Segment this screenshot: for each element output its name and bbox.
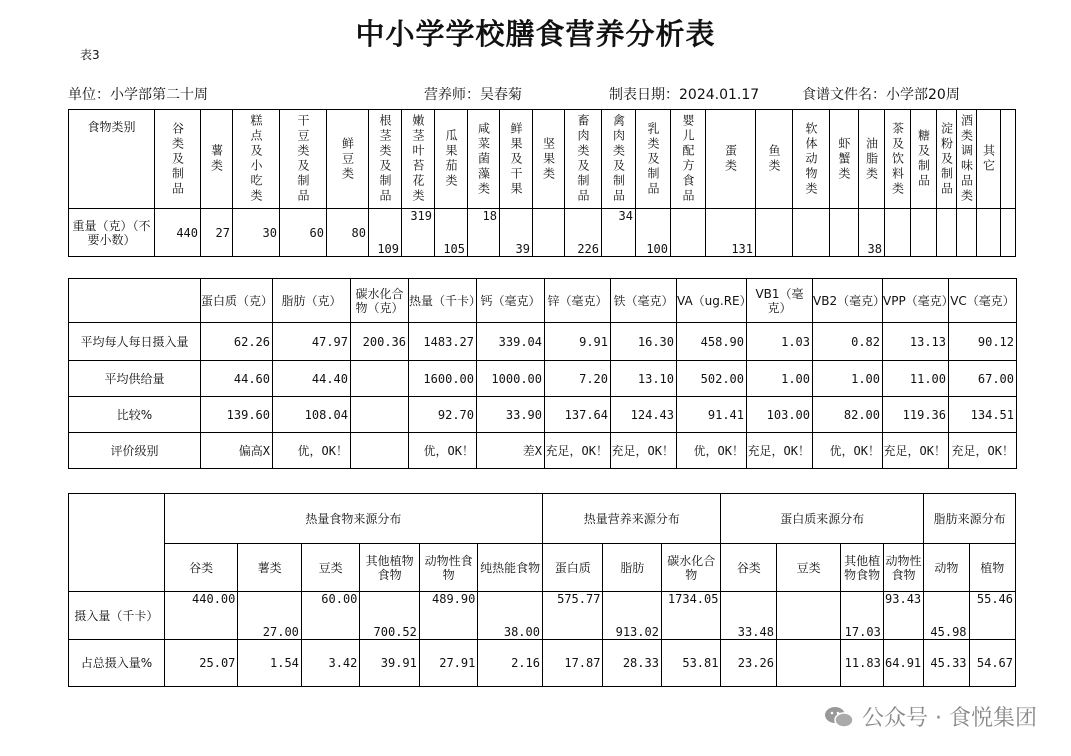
nutrient-value: 充足，OK！ <box>949 433 1017 469</box>
intake-value: 489.90 <box>419 592 477 640</box>
nutrient-value: 108.04 <box>273 397 351 433</box>
nutrient-row <box>69 433 1017 469</box>
intake-value: 913.02 <box>603 592 661 640</box>
nutrient-value <box>351 361 409 397</box>
empty-cell <box>1001 110 1016 209</box>
weight-value <box>957 209 977 257</box>
page-title: 中小学学校膳食营养分析表 <box>355 17 716 51</box>
food-category-cell <box>885 110 911 209</box>
weight-value <box>756 209 793 257</box>
source-group-header: 脂肪来源分布 <box>924 494 1016 544</box>
unit-label: 单位：小学部第二十周 <box>68 87 208 103</box>
source-sub-header: 植物 <box>969 544 1015 592</box>
food-category-label: 油脂类 <box>864 136 879 182</box>
food-category-cell <box>977 110 1001 209</box>
intake-row-label: 摄入量（千卡） <box>69 592 165 640</box>
nutrient-row-label: 评价级别 <box>69 433 201 469</box>
intake-value: 700.52 <box>360 592 419 640</box>
percent-value: 11.83 <box>841 640 883 687</box>
food-category-cell <box>756 110 793 209</box>
weight-value: 30 <box>233 209 280 257</box>
weight-value: 38 <box>859 209 885 257</box>
nutrient-header: 碳水化合物（克） <box>351 279 409 323</box>
weight-value: 440 <box>155 209 201 257</box>
percent-value: 3.42 <box>301 640 359 687</box>
nutrient-value: 11.00 <box>883 361 949 397</box>
nutrient-value: 充足，OK！ <box>611 433 677 469</box>
nutrient-value: 9.91 <box>545 323 611 361</box>
percent-value: 54.67 <box>969 640 1015 687</box>
source-sub-header: 动物性食物 <box>419 544 477 592</box>
source-sub-header: 其他植物食物 <box>360 544 419 592</box>
nutrient-value: 119.36 <box>883 397 949 433</box>
nutrient-value: 差X <box>477 433 545 469</box>
nutrient-value: 1.03 <box>747 323 813 361</box>
percent-value: 17.87 <box>542 640 603 687</box>
nutrient-header: 铁（毫克） <box>611 279 677 323</box>
percent-value: 23.26 <box>721 640 776 687</box>
percent-value: 45.33 <box>924 640 969 687</box>
weight-value: 105 <box>435 209 468 257</box>
weight-value: 109 <box>369 209 402 257</box>
nutrient-value <box>351 397 409 433</box>
percent-value: 27.91 <box>419 640 477 687</box>
food-category-label: 咸菜菌藻类 <box>476 121 491 197</box>
weight-value <box>533 209 565 257</box>
nutrient-value: 1600.00 <box>409 361 477 397</box>
percent-value: 64.91 <box>883 640 923 687</box>
nutrient-value: 1483.27 <box>409 323 477 361</box>
nutrient-value: 1000.00 <box>477 361 545 397</box>
weight-value: 80 <box>327 209 369 257</box>
food-category-label: 嫩茎叶苔花类 <box>411 114 425 204</box>
nutrient-value: 44.60 <box>201 361 273 397</box>
nutrient-value: 充足，OK！ <box>545 433 611 469</box>
nutrient-value: 13.10 <box>611 361 677 397</box>
nutrient-header: 蛋白质（克） <box>201 279 273 323</box>
nutrient-value: 1.00 <box>813 361 883 397</box>
intake-value: 440.00 <box>164 592 238 640</box>
food-category-cell <box>468 110 500 209</box>
food-category-cell <box>937 110 957 209</box>
food-category-label: 瓜果茄类 <box>444 129 458 189</box>
nutrient-value: 充足，OK！ <box>883 433 949 469</box>
nutrient-value: 137.64 <box>545 397 611 433</box>
nutrient-value: 0.82 <box>813 323 883 361</box>
food-category-label: 谷类及制品 <box>170 121 185 197</box>
weight-value <box>793 209 830 257</box>
nutrient-value: 92.70 <box>409 397 477 433</box>
weight-value: 100 <box>636 209 671 257</box>
source-sub-header: 动物 <box>924 544 969 592</box>
food-category-cell <box>793 110 830 209</box>
watermark <box>824 701 1037 732</box>
food-category-label: 淀粉及制品 <box>939 121 954 197</box>
weight-value: 18 <box>468 209 500 257</box>
intake-value: 60.00 <box>301 592 359 640</box>
weight-value: 226 <box>565 209 602 257</box>
nutrient-row-label: 比较% <box>69 397 201 433</box>
nutrient-value: 优，OK！ <box>677 433 747 469</box>
nutrient-header: VB2（毫克） <box>813 279 883 323</box>
food-category-label: 干豆类及制品 <box>296 114 310 204</box>
nutrient-header: 脂肪（克） <box>273 279 351 323</box>
food-category-cell <box>500 110 533 209</box>
weight-value: 34 <box>602 209 636 257</box>
nutrient-value: 44.40 <box>273 361 351 397</box>
nutrient-value: 91.41 <box>677 397 747 433</box>
source-sub-header: 碳水化合物 <box>661 544 721 592</box>
nutrient-value: 62.26 <box>201 323 273 361</box>
wechat-icon <box>824 705 854 729</box>
food-category-label: 畜肉类及制品 <box>576 114 590 204</box>
food-category-cell <box>369 110 402 209</box>
food-category-label: 根茎类及制品 <box>378 114 392 204</box>
empty-cell <box>1001 209 1016 257</box>
nutrient-value: 458.90 <box>677 323 747 361</box>
percent-value: 25.07 <box>164 640 238 687</box>
nutrient-intake-table <box>68 278 1017 469</box>
food-category-label: 糕点及小吃类 <box>249 114 263 204</box>
nutrient-value: 200.36 <box>351 323 409 361</box>
food-category-label: 糖及制品 <box>916 129 931 189</box>
weight-value <box>885 209 911 257</box>
food-category-cell <box>911 110 937 209</box>
watermark-text: 公众号 · 食悦集团 <box>862 706 1037 731</box>
source-sub-header: 蛋白质 <box>542 544 603 592</box>
weight-value: 60 <box>280 209 327 257</box>
nutrient-value: 1.00 <box>747 361 813 397</box>
intake-value: 55.46 <box>969 592 1015 640</box>
nutrient-header: VA（ug.RE） <box>677 279 747 323</box>
table-tag: 表3 <box>80 48 100 62</box>
weight-value <box>977 209 1001 257</box>
source-sub-header: 豆类 <box>776 544 841 592</box>
nutrient-value: 优，OK！ <box>813 433 883 469</box>
food-category-label: 其它 <box>981 144 996 174</box>
source-sub-header: 纯热能食物 <box>478 544 543 592</box>
nutrient-header: VC（毫克） <box>949 279 1017 323</box>
weight-value: 27 <box>201 209 233 257</box>
weight-value <box>671 209 706 257</box>
nutrient-value: 优，OK！ <box>409 433 477 469</box>
percent-row-label: 占总摄入量% <box>69 640 165 687</box>
nutrient-row-label: 平均供给量 <box>69 361 201 397</box>
date-label: 制表日期：2024.01.17 <box>609 87 760 103</box>
source-group-header: 热量营养来源分布 <box>542 494 721 544</box>
nutrient-value: 偏高X <box>201 433 273 469</box>
percent-value: 28.33 <box>603 640 661 687</box>
food-category-cell <box>327 110 369 209</box>
food-category-label: 软体动物类 <box>804 121 818 197</box>
intake-value <box>776 592 841 640</box>
nutrient-header: VB1（毫克） <box>747 279 813 323</box>
weight-value: 39 <box>500 209 533 257</box>
intake-value: 33.48 <box>721 592 776 640</box>
intake-value: 575.77 <box>542 592 603 640</box>
source-sub-header: 薯类 <box>238 544 302 592</box>
food-category-cell <box>233 110 280 209</box>
food-category-cell <box>565 110 602 209</box>
nutrient-value: 67.00 <box>949 361 1017 397</box>
weight-value: 319 <box>402 209 435 257</box>
nutrient-header: 锌（毫克） <box>545 279 611 323</box>
nutrient-value: 优，OK！ <box>273 433 351 469</box>
nutrient-value: 充足，OK！ <box>747 433 813 469</box>
food-category-label: 婴儿配方食品 <box>681 114 695 204</box>
nutrient-value: 124.43 <box>611 397 677 433</box>
nutrient-row-label: 平均每人每日摄入量 <box>69 323 201 361</box>
food-category-cell <box>435 110 468 209</box>
nutrient-value <box>351 433 409 469</box>
nutrient-value: 90.12 <box>949 323 1017 361</box>
food-category-label: 坚果类 <box>541 136 556 182</box>
food-category-cell <box>201 110 233 209</box>
intake-value: 27.00 <box>238 592 302 640</box>
percent-value: 1.54 <box>238 640 302 687</box>
food-category-label: 茶及饮料类 <box>890 121 905 197</box>
intake-value: 1734.05 <box>661 592 721 640</box>
percent-value <box>776 640 841 687</box>
food-category-cell <box>859 110 885 209</box>
source-sub-header: 豆类 <box>301 544 359 592</box>
nutrient-value: 139.60 <box>201 397 273 433</box>
food-category-header: 食物类别 <box>69 110 155 209</box>
food-category-label: 鲜果及干果 <box>509 121 523 197</box>
food-category-cell <box>671 110 706 209</box>
food-category-label: 虾蟹类 <box>837 136 851 182</box>
nutrient-value: 82.00 <box>813 397 883 433</box>
intake-value: 45.98 <box>924 592 969 640</box>
source-sub-header: 动物性食物 <box>883 544 923 592</box>
intake-value: 93.43 <box>883 592 923 640</box>
source-group-header: 蛋白质来源分布 <box>721 494 924 544</box>
intake-value: 38.00 <box>478 592 543 640</box>
nutrient-header: 钙（毫克） <box>477 279 545 323</box>
food-category-label: 蛋类 <box>723 144 738 174</box>
food-category-cell <box>402 110 435 209</box>
weight-value <box>911 209 937 257</box>
source-group-header: 热量食物来源分布 <box>164 494 542 544</box>
nutrient-row <box>69 323 1017 361</box>
food-category-cell <box>706 110 756 209</box>
source-sub-header: 谷类 <box>721 544 776 592</box>
nutrient-row <box>69 361 1017 397</box>
food-category-cell <box>636 110 671 209</box>
nutrient-value: 7.20 <box>545 361 611 397</box>
food-category-label: 鱼类 <box>767 144 781 174</box>
food-category-cell <box>957 110 977 209</box>
source-sub-header: 其他植物食物 <box>841 544 883 592</box>
nutrient-value: 502.00 <box>677 361 747 397</box>
nutrient-value: 13.13 <box>883 323 949 361</box>
food-category-label: 乳类及制品 <box>646 121 660 197</box>
nutrient-row <box>69 397 1017 433</box>
food-category-label: 鲜豆类 <box>340 136 355 182</box>
percent-value: 39.91 <box>360 640 419 687</box>
nutrient-value: 103.00 <box>747 397 813 433</box>
nutrient-header: VPP（毫克） <box>883 279 949 323</box>
food-category-cell <box>155 110 201 209</box>
dietitian-label: 营养师：吴春菊 <box>424 87 522 103</box>
weight-row-label: 重量（克）（不要小数） <box>69 209 155 257</box>
nutrient-value: 134.51 <box>949 397 1017 433</box>
food-category-cell <box>533 110 565 209</box>
percent-value: 53.81 <box>661 640 721 687</box>
energy-source-table <box>68 493 1016 687</box>
intake-value: 17.03 <box>841 592 883 640</box>
nutrient-value: 16.30 <box>611 323 677 361</box>
source-sub-header: 谷类 <box>164 544 238 592</box>
weight-value: 131 <box>706 209 756 257</box>
food-weight-table <box>68 109 1016 257</box>
nutrient-value: 33.90 <box>477 397 545 433</box>
weight-value <box>937 209 957 257</box>
nutrient-header: 热量（千卡） <box>409 279 477 323</box>
food-category-cell <box>602 110 636 209</box>
nutrient-value: 47.97 <box>273 323 351 361</box>
food-category-label: 薯类 <box>209 144 224 174</box>
food-category-cell <box>830 110 859 209</box>
food-category-cell <box>280 110 327 209</box>
recipe-label: 食谱文件名：小学部20周 <box>802 87 960 103</box>
percent-value: 2.16 <box>478 640 543 687</box>
source-sub-header: 脂肪 <box>603 544 661 592</box>
nutrient-value: 339.04 <box>477 323 545 361</box>
nutrient-corner-cell <box>69 279 201 323</box>
food-category-label: 禽肉类及制品 <box>611 114 626 204</box>
weight-value <box>830 209 859 257</box>
energy-corner-cell <box>69 494 165 592</box>
food-category-label: 酒类调味品类 <box>959 114 974 204</box>
